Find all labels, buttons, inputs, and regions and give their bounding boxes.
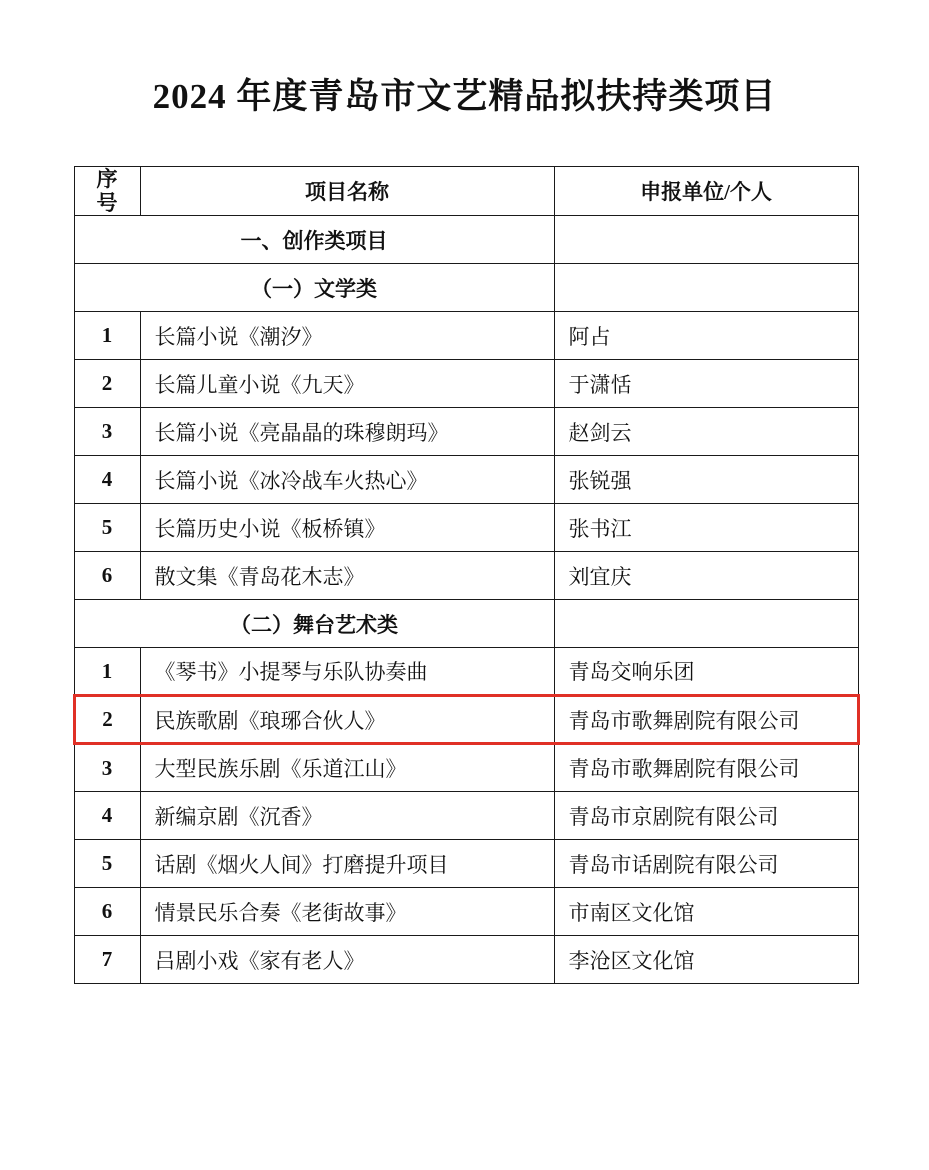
column-header-index-line2: 号 [96,191,118,216]
subsection-empty-cell [554,264,858,312]
row-project-name: 长篇历史小说《板桥镇》 [140,504,554,552]
table-body [74,167,858,984]
row-index: 4 [74,792,140,840]
row-index: 2 [74,360,140,408]
table-header-row [74,167,858,216]
table-row-subsection [74,264,858,312]
row-index: 2 [74,696,140,744]
row-applicant: 张锐强 [554,456,858,504]
row-applicant: 市南区文化馆 [554,888,858,936]
table-row [74,360,858,408]
column-header-name: 项目名称 [140,167,554,216]
row-index: 3 [74,744,140,792]
subsection-label: （一）文学类 [74,264,554,312]
column-header-index-line1: 序 [96,167,118,191]
row-index: 5 [74,504,140,552]
table-row [74,408,858,456]
row-applicant: 青岛市歌舞剧院有限公司 [554,744,858,792]
subsection-label: （二）舞台艺术类 [74,600,554,648]
row-project-name: 吕剧小戏《家有老人》 [140,936,554,984]
row-index: 5 [74,840,140,888]
row-index: 1 [74,312,140,360]
subsection-empty-cell [554,600,858,648]
row-project-name: 长篇儿童小说《九天》 [140,360,554,408]
row-index: 7 [74,936,140,984]
projects-table [73,166,860,984]
row-project-name: 话剧《烟火人间》打磨提升项目 [140,840,554,888]
projects-table-wrapper [73,166,857,984]
table-row [74,744,858,792]
row-project-name: 民族歌剧《琅琊合伙人》 [140,696,554,744]
row-project-name: 《琴书》小提琴与乐队协奏曲 [140,648,554,696]
row-index: 3 [74,408,140,456]
row-applicant: 青岛市歌舞剧院有限公司 [554,696,858,744]
row-project-name: 长篇小说《潮汐》 [140,312,554,360]
row-project-name: 新编京剧《沉香》 [140,792,554,840]
row-index: 6 [74,552,140,600]
row-project-name: 散文集《青岛花木志》 [140,552,554,600]
table-row-subsection [74,600,858,648]
row-project-name: 长篇小说《亮晶晶的珠穆朗玛》 [140,408,554,456]
row-applicant: 李沧区文化馆 [554,936,858,984]
page-title: 2024 年度青岛市文艺精品拟扶持类项目 [152,77,777,116]
table-row [74,312,858,360]
row-applicant: 青岛市话剧院有限公司 [554,840,858,888]
table-row-section [74,216,858,264]
section-label: 一、创作类项目 [74,216,554,264]
column-header-unit: 申报单位/个人 [554,167,858,216]
table-row [74,888,858,936]
table-row [74,456,858,504]
table-row [74,552,858,600]
table-row [74,792,858,840]
column-header-index [74,167,140,216]
row-applicant: 张书江 [554,504,858,552]
row-index: 6 [74,888,140,936]
row-project-name: 大型民族乐剧《乐道江山》 [140,744,554,792]
row-applicant: 阿占 [554,312,858,360]
row-applicant: 青岛交响乐团 [554,648,858,696]
table-row [74,504,858,552]
table-row-highlighted [74,696,858,744]
row-index: 4 [74,456,140,504]
row-applicant: 刘宜庆 [554,552,858,600]
section-empty-cell [554,216,858,264]
row-project-name: 长篇小说《冰冷战车火热心》 [140,456,554,504]
table-row [74,840,858,888]
row-index: 1 [74,648,140,696]
row-applicant: 青岛市京剧院有限公司 [554,792,858,840]
row-applicant: 赵剑云 [554,408,858,456]
row-applicant: 于潇恬 [554,360,858,408]
row-project-name: 情景民乐合奏《老街故事》 [140,888,554,936]
table-row [74,936,858,984]
table-row [74,648,858,696]
